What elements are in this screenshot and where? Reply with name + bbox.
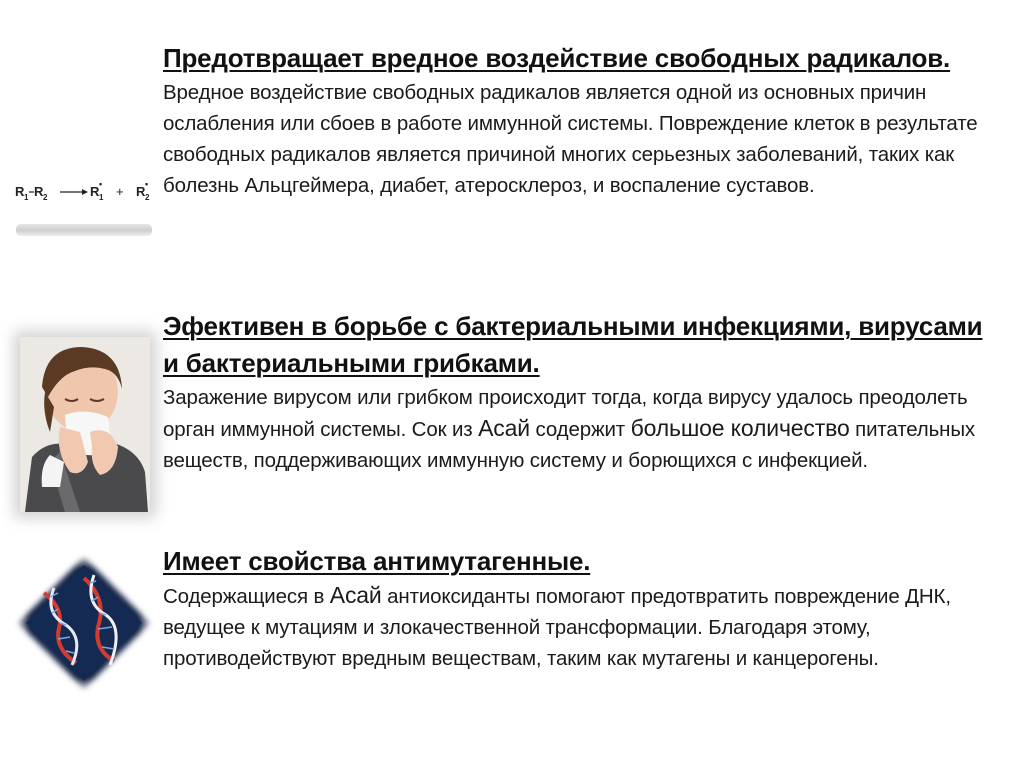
reactant-sub2: 2	[43, 193, 48, 202]
acai-word: Асай	[478, 415, 530, 441]
section-heading: Эфективен в борьбе с бактериальными инфекциями, вирусами и бактериальными грибками.	[163, 311, 983, 378]
product-sub1: 1	[99, 193, 104, 202]
radical-reaction-image	[12, 172, 154, 242]
sneezing-person-image	[20, 337, 150, 512]
reflection-bar	[16, 224, 152, 236]
acai-word: Асай	[329, 582, 382, 608]
plus-sign: +	[116, 184, 124, 199]
section-infections	[163, 308, 993, 476]
reactant-r1: R	[15, 184, 25, 199]
body-text-part: Заражение вирусом или грибком происходит тогда, когда вирусу удалось преодолеть орган иммунной системы. Сок из	[163, 386, 968, 441]
product-r1: R	[90, 184, 100, 199]
product-dot2: •	[145, 179, 149, 189]
section-body: Вредное воздействие свободных радикалов является одной из основных причин ослабления или сбоев в работе иммунной системы. Повреждение клеток в результате свободных радикалов является причиной многих серьезных заболеваний, таких как болезнь Альцгеймера, диабет, атеросклероз, и воспаление суставов.	[163, 81, 978, 197]
emphasis-text: большое количество	[630, 415, 850, 441]
section-free-radicals	[163, 40, 993, 201]
reactant-r2: R	[34, 184, 44, 199]
reactant-sub1: 1	[24, 193, 29, 202]
section-body	[163, 580, 993, 674]
product-dot1: •	[99, 179, 103, 189]
dna-helix-image	[14, 553, 154, 693]
product-sub2: 2	[145, 193, 150, 202]
section-body	[163, 382, 993, 476]
section-antimutagenic	[163, 543, 993, 674]
body-text-part: антиоксиданты помогают предотвратить повреждение ДНК, ведущее к мутациям и злокачественной трансформации. Благодаря этому, противодействуют вредным веществам, таким как мутагены и канцерогены.	[163, 585, 951, 670]
person-icon	[20, 337, 150, 512]
body-text-part: содержит	[529, 418, 631, 441]
body-text-part: питательных веществ, поддерживающих иммунную систему и борющихся с инфекцией.	[163, 418, 976, 472]
section-heading: Имеет свойства антимутагенные.	[163, 546, 591, 576]
body-text-part: Содержащиеся в	[163, 585, 330, 608]
section-heading: Предотвращает вредное воздействие свободных радикалов.	[163, 43, 951, 73]
product-r2: R	[136, 184, 146, 199]
